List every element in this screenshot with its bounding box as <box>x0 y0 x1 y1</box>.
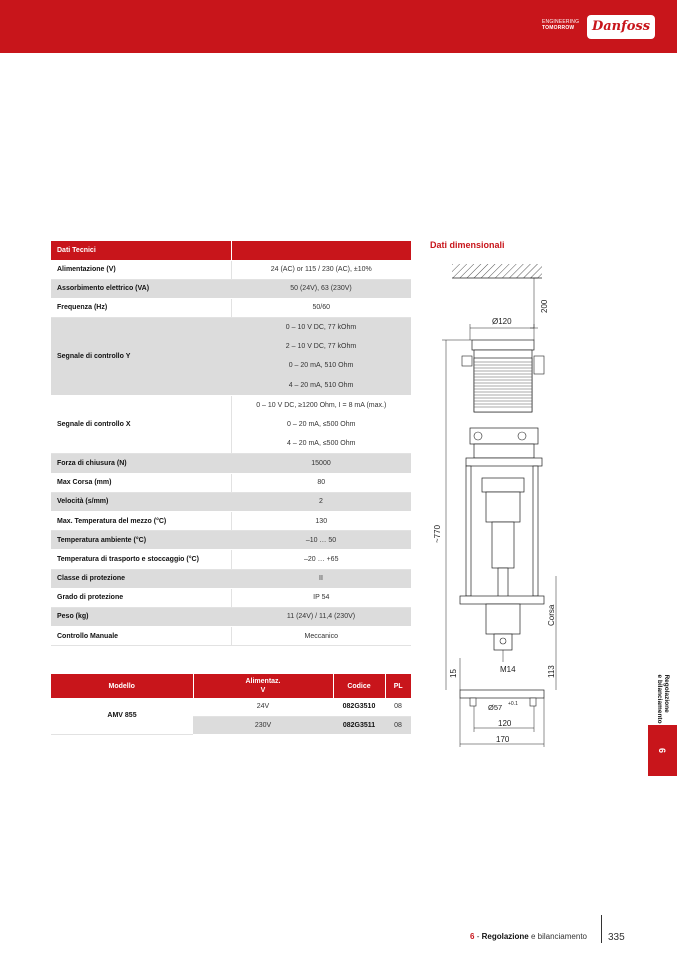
side-label-line2: e bilanciamento <box>656 674 663 724</box>
spec-value-group <box>231 318 411 396</box>
footer-divider <box>601 915 602 943</box>
spec-value: 0 – 10 V DC, ≥1200 Ohm, I = 8 mA (max.) <box>256 401 387 409</box>
header-model: Modello <box>51 674 193 698</box>
ordering-table <box>51 674 411 735</box>
dim-diameter-top: Ø120 <box>492 317 512 326</box>
spec-value: 4 – 20 mA, ≤500 Ohm <box>287 440 356 448</box>
spec-value: 15000 <box>231 454 411 473</box>
spec-label: Forza di chiusura (N) <box>51 454 231 473</box>
table-row <box>51 492 411 511</box>
spec-label: Alimentazione (V) <box>51 260 231 279</box>
dim-200: 200 <box>540 299 549 313</box>
table-row <box>51 279 411 298</box>
model-name: AMV 855 <box>51 698 193 734</box>
dim-height: ~770 <box>433 524 442 543</box>
table-row <box>51 607 411 626</box>
footer-separator: - <box>476 932 480 941</box>
danfoss-logo <box>587 15 655 39</box>
technical-data-table <box>51 241 411 646</box>
spec-value: 130 <box>231 511 411 530</box>
header-bar <box>0 0 677 53</box>
table-row <box>51 569 411 588</box>
actuator-dimension-drawing <box>430 258 560 748</box>
footer-section <box>470 932 587 941</box>
dimensions-title: Dati dimensionali <box>430 240 505 250</box>
spec-value: Meccanico <box>231 627 411 646</box>
code-cell: 082G3511 <box>333 716 385 734</box>
spec-label: Controllo Manuale <box>51 627 231 646</box>
dim-stroke: Corsa <box>547 604 556 626</box>
table-row <box>51 260 411 279</box>
dim-width-outer: 170 <box>496 735 510 744</box>
spec-value: 24 (AC) or 115 / 230 (AC), ±10% <box>231 260 411 279</box>
table-row <box>51 588 411 607</box>
spec-label: Velocità (s/mm) <box>51 492 231 511</box>
header-pl: PL <box>385 674 411 698</box>
dim-thread: M14 <box>500 665 516 674</box>
spec-value: 11 (24V) / 11,4 (230V) <box>231 607 411 626</box>
ceiling-hatch <box>452 264 542 278</box>
tagline-line2: TOMORROW <box>542 25 575 31</box>
spec-label: Temperatura ambiente (°C) <box>51 531 231 550</box>
header-supply-line2: V <box>260 687 266 694</box>
header-code: Codice <box>333 674 385 698</box>
dim-bottom-left: 15 <box>449 669 458 678</box>
pl-cell: 08 <box>385 716 411 734</box>
table-row <box>51 627 411 646</box>
code-cell: 082G3510 <box>333 698 385 716</box>
spec-value: 80 <box>231 473 411 492</box>
side-label-line1: Regolazione <box>663 674 670 713</box>
spec-value: 4 – 20 mA, 510 Ohm <box>288 381 354 389</box>
dim-bolt-circle: Ø57 <box>488 703 503 712</box>
spec-label: Assorbimento elettrico (VA) <box>51 279 231 298</box>
voltage-cell: 24V <box>193 698 333 716</box>
footer-section-bold: Regolazione <box>481 932 529 941</box>
spec-label: Classe di protezione <box>51 569 231 588</box>
footer-section-rest: e bilanciamento <box>530 932 587 941</box>
spec-label: Max. Temperatura del mezzo (°C) <box>51 511 231 530</box>
dim-bolt-tolerance: +0.1 <box>508 701 518 707</box>
voltage-cell: 230V <box>193 716 333 734</box>
header-supply-line1: Alimentaz. <box>245 678 281 685</box>
spec-label: Max Corsa (mm) <box>51 473 231 492</box>
table-row <box>51 550 411 569</box>
page-number: 335 <box>608 932 625 943</box>
section-tab-number: 6 <box>657 747 668 753</box>
table-row <box>51 531 411 550</box>
spec-label: Segnale di controllo Y <box>51 318 231 396</box>
table-row <box>51 454 411 473</box>
spec-header-blank <box>231 241 411 260</box>
side-tab-label <box>637 667 677 731</box>
logo-wordmark: Danfoss <box>591 19 651 34</box>
spec-value: 2 – 10 V DC, 77 kOhm <box>285 343 357 351</box>
table-row <box>51 698 411 716</box>
table-row <box>51 298 411 317</box>
spec-value-group <box>231 395 411 454</box>
spec-value: 0 – 20 mA, ≤500 Ohm <box>287 421 356 428</box>
dim-bottom-right: 113 <box>547 665 556 678</box>
header-supply <box>193 674 333 698</box>
spec-label: Temperatura di trasporto e stoccaggio (°C) <box>51 550 231 569</box>
brand-tagline <box>542 19 579 31</box>
spec-value: IP 54 <box>231 588 411 607</box>
spec-label: Grado di protezione <box>51 588 231 607</box>
tagline-line1: ENGINEERING <box>542 19 580 25</box>
ordering-header-row <box>51 674 411 698</box>
dim-width-inner: 120 <box>498 719 512 728</box>
spec-value: 0 – 20 mA, 510 Ohm <box>288 362 354 370</box>
table-row <box>51 395 411 454</box>
table-row <box>51 511 411 530</box>
spec-value: –20 … +65 <box>231 550 411 569</box>
table-row <box>51 473 411 492</box>
section-tab <box>648 725 677 776</box>
pl-cell: 08 <box>385 698 411 716</box>
spec-value: 50 (24V), 63 (230V) <box>231 279 411 298</box>
footer-section-number: 6 <box>470 932 475 941</box>
spec-header-row <box>51 241 411 260</box>
spec-label: Peso (kg) <box>51 607 231 626</box>
spec-value: 2 <box>231 492 411 511</box>
spec-value: 50/60 <box>231 298 411 317</box>
spec-value: 0 – 10 V DC, 77 kOhm <box>285 324 357 332</box>
spec-label: Frequenza (Hz) <box>51 298 231 317</box>
spec-header-title: Dati Tecnici <box>51 241 231 260</box>
spec-label: Segnale di controllo X <box>51 395 231 454</box>
spec-value: II <box>231 569 411 588</box>
table-row <box>51 318 411 396</box>
spec-value: –10 … 50 <box>231 531 411 550</box>
